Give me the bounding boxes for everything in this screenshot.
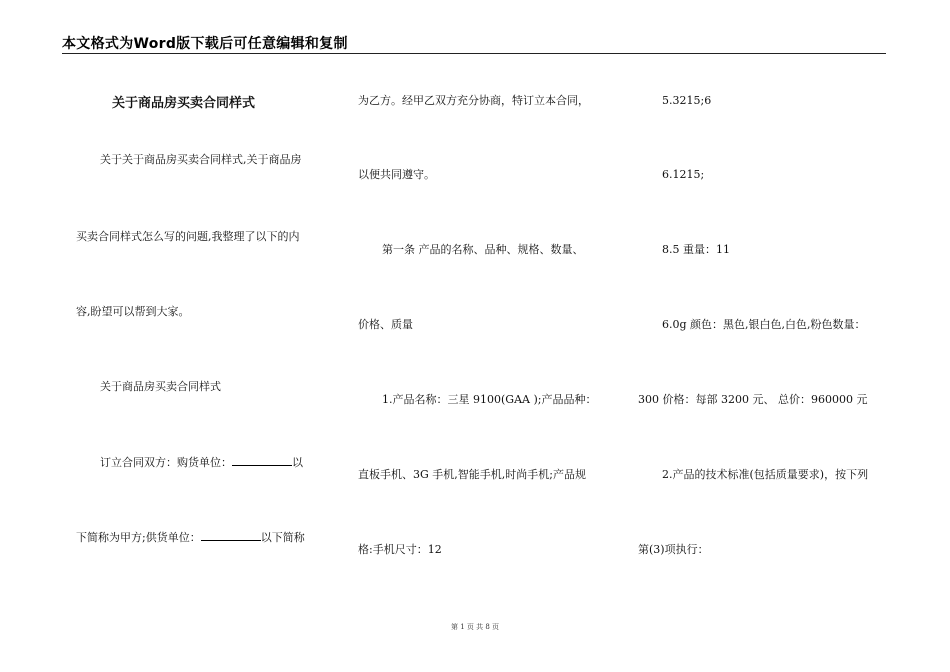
col3-line-5: 300 价格：每部 3200 元、 总价：960000 元 [638,393,868,406]
col2-line-2: 以便共同遵守。 [358,168,435,181]
col1-line-1: 关于关于商品房买卖合同样式,关于商品房 [100,153,302,166]
col3-line-3: 8.5 重量：11 [662,243,730,256]
col2-line-7: 格:手机尺寸：12 [358,543,442,556]
header-divider [62,53,886,54]
col2-line-3: 第一条 产品的名称、品种、规格、数量、 [382,243,584,256]
blank-line-buyer [232,455,292,466]
page-footer: 第 1 页 共 8 页 [450,623,500,631]
col2-line-6: 直板手机、3G 手机,智能手机,时尚手机;产品规 [358,468,586,481]
col3-line-1: 5.3215;6 [662,94,712,107]
col3-line-6: 2.产品的技术标准(包括质量要求)，按下列 [662,468,869,481]
col1-line-4: 关于商品房买卖合同样式 [100,380,221,393]
col1-line-6 [76,530,305,545]
col1-line-2: 买卖合同样式怎么写的问题,我整理了以下的内 [76,230,300,243]
col1-line-3: 容,盼望可以帮到大家。 [76,305,190,318]
col1-line-6-text: 下简称为甲方;供货单位： [76,531,201,544]
col1-line-5-text: 订立合同双方：购货单位： [100,456,232,469]
col2-line-1: 为乙方。经甲乙双方充分协商，特订立本合同， [358,94,589,107]
page-header: 本文格式为Word版下载后可任意编辑和复制 [62,36,348,52]
col2-line-5: 1.产品名称：三星 9100(GAA );产品品种： [382,393,597,406]
col1-line-5 [100,455,303,470]
col3-line-4: 6.0g 颜色：黑色,银白色,白色,粉色数量： [662,318,866,331]
blank-line-seller [201,530,261,541]
document-title: 关于商品房买卖合同样式 [112,96,256,111]
col3-line-7: 第(3)项执行： [638,543,709,556]
col3-line-2: 6.1215; [662,168,705,181]
col1-line-6-end: 以下简称 [260,531,305,544]
col2-line-4: 价格、质量 [358,318,413,331]
col1-line-5-end: 以 [292,456,303,469]
